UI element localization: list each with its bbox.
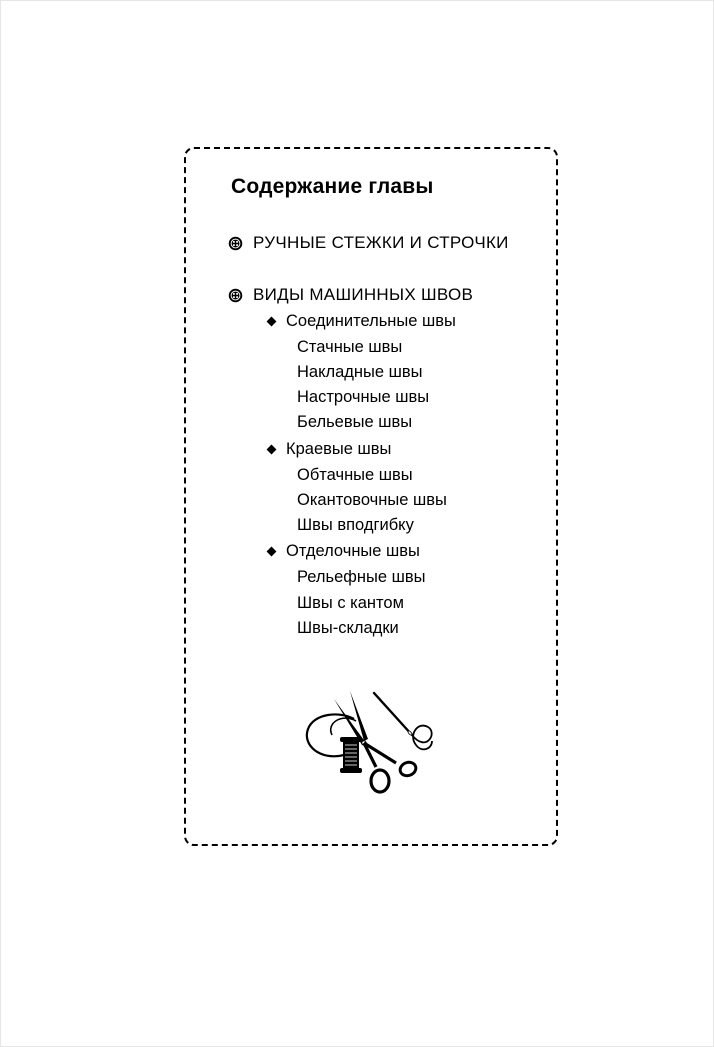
toc-item[interactable]: Рельефные швы [297, 568, 426, 586]
toc-subsection-label: Соединительные швы [286, 312, 456, 330]
toc-item[interactable]: Стачные швы [297, 338, 403, 356]
diamond-bullet-icon [267, 445, 277, 455]
scissors-needle-spool-icon [300, 683, 440, 813]
toc-item[interactable]: Накладные швы [297, 363, 423, 381]
button-icon [228, 288, 243, 303]
toc-item[interactable]: Бельевые швы [297, 413, 413, 431]
toc-section-machine-seams[interactable] [228, 285, 473, 305]
toc-subsection-joining-seams[interactable] [266, 312, 456, 331]
toc-item[interactable]: Швы вподгибку [297, 516, 414, 534]
toc-section-label: ВИДЫ МАШИННЫХ ШВОВ [253, 285, 474, 304]
toc-item[interactable]: Настрочные швы [297, 388, 430, 406]
toc-subsection-finishing-seams[interactable] [266, 542, 420, 561]
toc-subsection-edge-seams[interactable] [266, 440, 391, 459]
toc-section-hand-stitches[interactable] [228, 233, 509, 253]
chapter-contents-title: Содержание главы [231, 175, 434, 198]
diamond-bullet-icon [267, 547, 277, 557]
toc-item[interactable]: Швы с кантом [297, 594, 404, 612]
diamond-bullet-icon [267, 317, 277, 327]
button-icon [228, 236, 243, 251]
toc-item[interactable]: Обтачные швы [297, 466, 413, 484]
toc-item[interactable]: Швы-складки [297, 619, 399, 637]
toc-subsection-label: Отделочные швы [286, 542, 420, 560]
toc-item[interactable]: Окантовочные швы [297, 491, 447, 509]
toc-subsection-label: Краевые швы [286, 440, 392, 458]
toc-section-label: РУЧНЫЕ СТЕЖКИ И СТРОЧКИ [253, 233, 509, 252]
